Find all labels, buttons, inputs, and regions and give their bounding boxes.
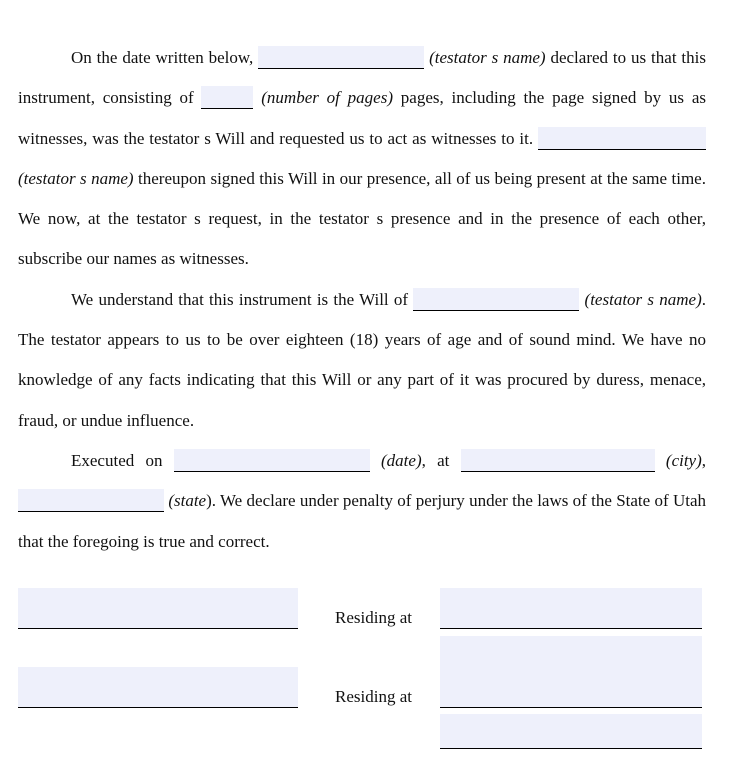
text-fragment: thereupon signed this Will in our presence, all of us being present at the same time. We now, at the testator s request, in the testator s presence and in the presence of each other, subscribe our names as witnesses. <box>18 168 706 269</box>
witness-2-signature-field[interactable] <box>18 667 298 708</box>
field-hint: (number of pages) <box>261 88 393 108</box>
execution-paragraph <box>18 441 706 562</box>
will-attestation-document <box>18 38 706 562</box>
witness-2-address-line-2[interactable] <box>440 714 702 749</box>
text-fragment: ). We declare under penalty of perjury under the laws of the State of Utah that the foregoing is true and correct. <box>18 491 706 551</box>
text-fragment: . The testator appears to us to be over eighteen (18) years of age and of sound mind. We have no knowledge of any facts indicating that this Will or any part of it was procured by duress, menace, fraud, or undue influence. <box>18 289 706 430</box>
testator-name-field-2[interactable] <box>538 127 706 150</box>
witness-1-address-line-1[interactable] <box>440 588 702 629</box>
field-hint: (testator s name) <box>584 289 702 309</box>
attestation-paragraph <box>18 38 706 280</box>
testator-name-field-3[interactable] <box>413 288 579 311</box>
text-fragment: , <box>701 450 707 470</box>
text-fragment: On the date written below, <box>71 48 259 67</box>
residing-at-label-2: Residing at <box>335 687 412 706</box>
text-fragment: pages, including the page signed by us as witnesses, was the testator s Will and requested us to act as witnesses to it. <box>18 88 706 148</box>
number-of-pages-field[interactable] <box>201 86 253 109</box>
state-field[interactable] <box>18 489 164 512</box>
field-hint: (testator s name) <box>18 168 134 188</box>
understanding-paragraph <box>18 280 706 441</box>
witness-1-address-line-2[interactable] <box>440 636 702 671</box>
field-hint: (state <box>168 491 207 511</box>
text-fragment: Executed on <box>71 450 174 470</box>
field-hint: (testator s name) <box>429 48 546 67</box>
residing-at-label-1: Residing at <box>335 608 412 627</box>
witness-signature-block <box>18 588 706 753</box>
testator-name-field[interactable] <box>258 46 424 69</box>
text-fragment: , at <box>421 450 461 470</box>
witness-2-address-line-1[interactable] <box>440 669 702 708</box>
witness-1-signature-field[interactable] <box>18 588 298 629</box>
date-field[interactable] <box>174 449 370 472</box>
city-field[interactable] <box>461 449 655 472</box>
text-fragment: declared to us that this instrument, consisting of <box>18 48 706 108</box>
field-hint: (city) <box>665 450 702 470</box>
text-fragment: We understand that this instrument is the Will of <box>71 289 414 309</box>
field-hint: (date) <box>381 450 422 470</box>
